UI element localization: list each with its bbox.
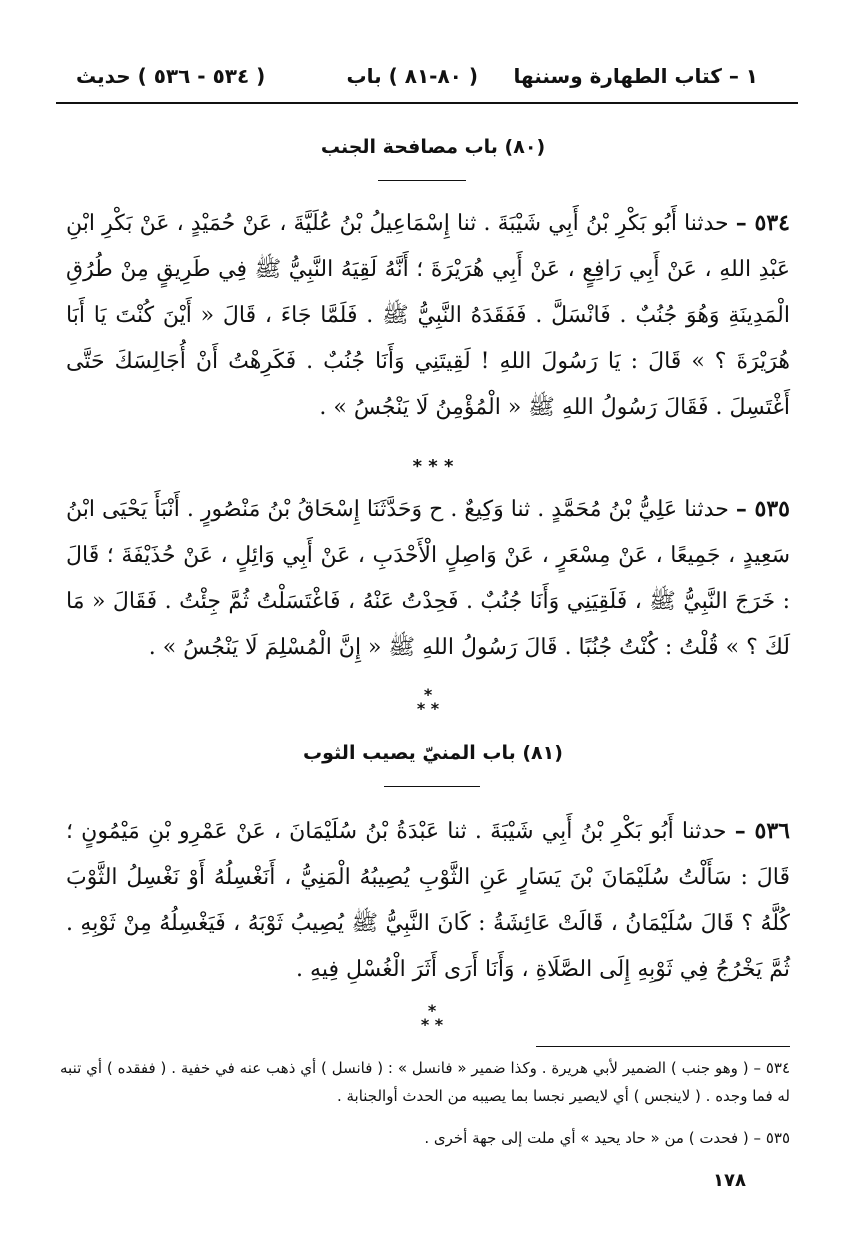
footnote-rule bbox=[536, 1046, 790, 1047]
hadith-number: ٥٣٤ – bbox=[735, 210, 790, 236]
running-header bbox=[56, 58, 798, 98]
header-hadith-range: ( ٥٣٤ - ٥٣٦ ) حديث bbox=[76, 64, 266, 88]
hadith-number: ٥٣٦ – bbox=[734, 818, 790, 844]
separator-stars: * * * bbox=[420, 1001, 444, 1034]
header-chapter-range: ( ٨٠-٨١ ) باب bbox=[346, 64, 478, 88]
footnote: ٥٣٤ – ( وهو جنب ) الضمير لأبي هريرة . وكذا ضمير « فانسل » : ( فانسل ) أي ذهب عنه في خفية . ( ففقده ) أي تنبه له فما وجده . ( لاينجس ) أي لايصير نجسا بما يصيبه من الحدث أوالجنابة . bbox=[60, 1059, 790, 1105]
title-underline bbox=[384, 786, 480, 787]
section-title: (٨٠) باب مصافحة الجنب bbox=[320, 136, 546, 158]
section-title: (٨١) باب المنيّ يصيب الثوب bbox=[303, 742, 563, 764]
hadith-paragraph bbox=[66, 808, 790, 993]
header-book-title: ١ – كتاب الطهارة وسننها bbox=[513, 64, 758, 88]
hadith-paragraph bbox=[66, 486, 790, 671]
hadith-text: حدثنا أَبُو بَكْرِ بْنُ أَبِي شَيْبَةَ . ثنا إِسْمَاعِيلُ بْنُ عُلَيَّةَ ، عَنْ حُمَيْدٍ ، عَنْ بَكْرِ ابْنِ عَبْدِ اللهِ ، عَنْ أَبِي رَافِعٍ ، عَنْ أَبِي هُرَيْرَةَ ؛ أَنَّهُ لَقِيَهُ النَّبِيُّ ﷺ فِي طَرِيقٍ مِنْ طُرُقِ الْمَدِينَةِ وَهُوَ جُنُبٌ . فَانْسَلَّ . فَفَقَدَهُ النَّبِيُّ ﷺ . فَلَمَّا جَاءَ ، قَالَ « أَيْنَ كُنْتَ يَا أَبَا هُرَيْرَةَ ؟ » قَالَ : يَا رَسُولَ اللهِ ! لَقِيتَنِي وَأَنَا جُنُبٌ . فَكَرِهْتُ أَنْ أُجَالِسَكَ حَتَّى أَغْتَسِلَ . فَقَالَ رَسُولُ اللهِ ﷺ « الْمُؤْمِنُ لَا يَنْجُسُ » . bbox=[66, 211, 790, 420]
separator-stars: * * * bbox=[416, 685, 440, 718]
hadith-text: حدثنا أَبُو بَكْرِ بْنُ أَبِي شَيْبَةَ . ثنا عَبْدَةُ بْنُ سُلَيْمَانَ ، عَنْ عَمْرِو بْنِ مَيْمُونٍ ؛ قَالَ : سَأَلْتُ سُلَيْمَانَ بْنَ يَسَارٍ عَنِ الثَّوْبِ يُصِيبُهُ الْمَنِيُّ ، أَنَغْسِلُهُ أَوْ نَغْسِلُ الثَّوْبَ كُلَّهُ ؟ قَالَ سُلَيْمَانُ ، قَالَتْ عَائِشَةُ : كَانَ النَّبِيُّ ﷺ يُصِيبُ ثَوْبَهُ ، فَيَغْسِلُهُ مِنْ ثَوْبِهِ . ثُمَّ يَخْرُجُ فِي ثَوْبِهِ إِلَى الصَّلَاةِ ، وَأَنَا أَرَى أَثَرَ الْغُسْلِ فِيهِ . bbox=[66, 819, 790, 982]
title-underline bbox=[378, 180, 466, 181]
header-rule bbox=[56, 102, 798, 104]
hadith-text: حدثنا عَلِيُّ بْنُ مُحَمَّدٍ . ثنا وَكِيعٌ . ح وَحَدَّثَنَا إِسْحَاقُ بْنُ مَنْصُورٍ . أَنْبَأَ يَحْيَى ابْنُ سَعِيدٍ ، جَمِيعًا ، عَنْ مِسْعَرٍ ، عَنْ وَاصِلٍ الْأَحْدَبِ ، عَنْ أَبِي وَائِلٍ ، عَنْ حُذَيْفَةَ ؛ قَالَ : خَرَجَ النَّبِيُّ ﷺ ، فَلَقِيَنِي وَأَنَا جُنُبٌ . فَحِدْتُ عَنْهُ ، فَاغْتَسَلْتُ ثُمَّ جِئْتُ . فَقَالَ « مَا لَكَ ؟ » قُلْتُ : كُنْتُ جُنُبًا . قَالَ رَسُولُ اللهِ ﷺ « إِنَّ الْمُسْلِمَ لَا يَنْجُسُ » . bbox=[66, 497, 791, 660]
footnote: ٥٣٥ – ( فحدت ) من « حاد يحيد » أي ملت إلى جهة أخرى . bbox=[424, 1129, 790, 1147]
hadith-number: ٥٣٥ – bbox=[735, 496, 790, 522]
hadith-paragraph bbox=[66, 200, 790, 431]
separator-stars: * * * bbox=[412, 456, 454, 477]
page-number: ١٧٨ bbox=[713, 1170, 746, 1191]
